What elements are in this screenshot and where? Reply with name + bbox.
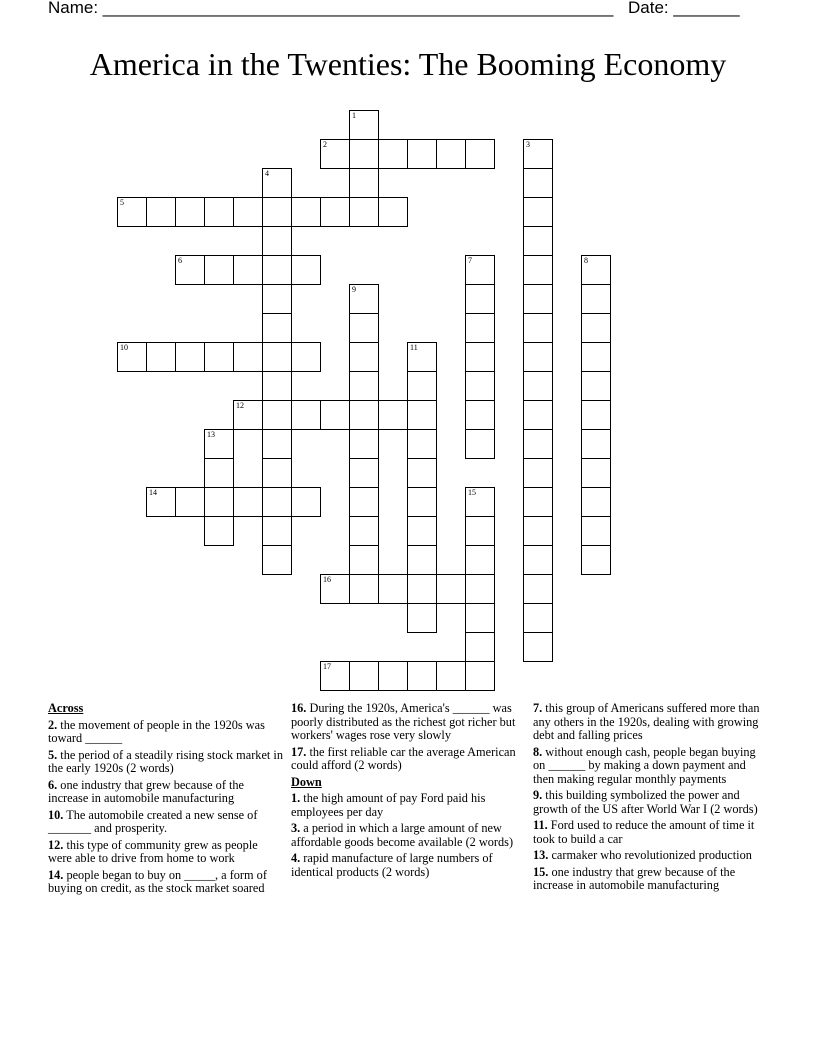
grid-cell[interactable] — [523, 197, 553, 227]
clue-number: 14 — [149, 488, 157, 497]
clue-label: 13. — [533, 848, 549, 862]
grid-cell[interactable] — [320, 197, 350, 227]
clue-text: this type of community grew as people were able to drive from home to work — [48, 837, 258, 865]
grid-cell[interactable] — [291, 255, 321, 285]
grid-cell[interactable] — [262, 487, 292, 517]
grid-cell[interactable] — [523, 313, 553, 343]
clue-item — [533, 866, 768, 893]
grid-cell[interactable] — [233, 400, 263, 430]
clue-label: 6. — [48, 777, 58, 792]
clues-column-2 — [291, 702, 526, 882]
grid-cell[interactable] — [378, 400, 408, 430]
grid-cell[interactable] — [581, 429, 611, 459]
clue-text: the first reliable car the average American could afford (2 words) — [291, 744, 516, 772]
grid-cell[interactable] — [407, 545, 437, 575]
grid-cell[interactable] — [581, 400, 611, 430]
grid-cell[interactable] — [407, 400, 437, 430]
clue-text: rapid manufacture of large numbers of identical products (2 words) — [291, 851, 493, 879]
clue-item — [48, 839, 283, 866]
grid-cell[interactable] — [349, 516, 379, 546]
clue-item — [48, 749, 283, 776]
grid-cell[interactable] — [349, 400, 379, 430]
grid-cell[interactable] — [291, 342, 321, 372]
grid-cell[interactable] — [262, 284, 292, 314]
grid-cell[interactable] — [523, 255, 553, 285]
grid-cell[interactable] — [465, 661, 495, 691]
grid-cell[interactable] — [523, 458, 553, 488]
clue-text: Ford used to reduce the amount of time it took to build a car — [533, 818, 755, 846]
clue-label: 4. — [291, 851, 301, 865]
grid-cell[interactable] — [378, 574, 408, 604]
grid-cell[interactable] — [378, 139, 408, 169]
grid-cell[interactable] — [378, 661, 408, 691]
clue-label: 10. — [48, 807, 64, 822]
grid-cell[interactable] — [175, 487, 205, 517]
grid-cell[interactable] — [465, 545, 495, 575]
grid-cell[interactable] — [291, 487, 321, 517]
grid-cell[interactable] — [581, 516, 611, 546]
clue-text: one industry that grew because of the increase in automobile manufacturing — [533, 864, 736, 892]
grid-cell[interactable] — [262, 371, 292, 401]
grid-cell[interactable] — [523, 400, 553, 430]
clue-number: 3 — [526, 140, 530, 149]
grid-cell[interactable] — [436, 661, 466, 691]
grid-cell[interactable] — [117, 342, 147, 372]
clue-number: 4 — [265, 169, 269, 178]
grid-cell[interactable] — [407, 458, 437, 488]
clue-label: 17. — [291, 744, 307, 759]
grid-cell[interactable] — [523, 632, 553, 662]
clue-item — [291, 792, 526, 819]
grid-cell[interactable] — [349, 110, 379, 140]
grid-cell[interactable] — [465, 603, 495, 633]
clue-item — [291, 852, 526, 879]
clue-text: the movement of people in the 1920s was toward ______ — [48, 717, 265, 745]
grid-cell[interactable] — [407, 516, 437, 546]
clue-label: 8. — [533, 744, 543, 759]
grid-cell[interactable] — [146, 487, 176, 517]
grid-cell[interactable] — [262, 226, 292, 256]
grid-cell[interactable] — [407, 139, 437, 169]
grid-cell[interactable] — [262, 516, 292, 546]
grid-cell[interactable] — [523, 603, 553, 633]
grid-cell[interactable] — [320, 661, 350, 691]
grid-cell[interactable] — [465, 487, 495, 517]
grid-cell[interactable] — [349, 661, 379, 691]
clue-number: 6 — [178, 256, 182, 265]
grid-cell[interactable] — [581, 342, 611, 372]
clue-label: 1. — [291, 791, 301, 805]
grid-cell[interactable] — [436, 139, 466, 169]
grid-cell[interactable] — [465, 400, 495, 430]
clue-text: this building symbolized the power and growth of the US after World War I (2 words) — [533, 788, 758, 816]
grid-cell[interactable] — [204, 458, 234, 488]
grid-cell[interactable] — [523, 284, 553, 314]
grid-cell[interactable] — [581, 284, 611, 314]
grid-cell[interactable] — [407, 371, 437, 401]
grid-cell[interactable] — [204, 342, 234, 372]
grid-cell[interactable] — [262, 255, 292, 285]
grid-cell[interactable] — [204, 197, 234, 227]
clue-label: 5. — [48, 747, 58, 762]
clue-text: the period of a steadily rising stock market in the early 1920s (2 words) — [48, 747, 283, 775]
clue-number: 2 — [323, 140, 327, 149]
clue-item — [533, 819, 768, 846]
clue-number: 10 — [120, 343, 128, 352]
clue-text: the high amount of pay Ford paid his employees per day — [291, 791, 486, 819]
grid-cell[interactable] — [349, 545, 379, 575]
grid-cell[interactable] — [523, 168, 553, 198]
grid-cell[interactable] — [465, 342, 495, 372]
grid-cell[interactable] — [233, 197, 263, 227]
grid-cell[interactable] — [465, 139, 495, 169]
grid-cell[interactable] — [262, 429, 292, 459]
grid-cell[interactable] — [407, 429, 437, 459]
grid-cell[interactable] — [465, 313, 495, 343]
grid-cell[interactable] — [523, 371, 553, 401]
grid-cell[interactable] — [581, 313, 611, 343]
clue-number: 11 — [410, 343, 418, 352]
grid-cell[interactable] — [204, 487, 234, 517]
grid-cell[interactable] — [175, 197, 205, 227]
clue-item — [48, 719, 283, 746]
grid-cell[interactable] — [349, 313, 379, 343]
clues-column-3 — [533, 702, 768, 896]
grid-cell[interactable] — [349, 139, 379, 169]
clue-label: 2. — [48, 717, 58, 732]
clue-item — [48, 779, 283, 806]
grid-cell[interactable] — [175, 255, 205, 285]
clue-item — [533, 849, 768, 863]
grid-cell[interactable] — [465, 255, 495, 285]
clue-label: 12. — [48, 837, 64, 852]
clue-number: 5 — [120, 198, 124, 207]
clue-number: 13 — [207, 430, 215, 439]
grid-cell[interactable] — [349, 574, 379, 604]
grid-cell[interactable] — [262, 400, 292, 430]
grid-cell[interactable] — [349, 197, 379, 227]
clue-text: this group of Americans suffered more than any others in the 1920s, dealing with growing debt and falling prices — [533, 701, 760, 742]
clue-number: 9 — [352, 285, 356, 294]
clue-label: 9. — [533, 788, 543, 802]
clue-number: 7 — [468, 256, 472, 265]
grid-cell[interactable] — [349, 168, 379, 198]
grid-cell[interactable] — [262, 197, 292, 227]
grid-cell[interactable] — [146, 342, 176, 372]
grid-cell[interactable] — [407, 603, 437, 633]
grid-cell[interactable] — [233, 342, 263, 372]
clue-text: one industry that grew because of the increase in automobile manufacturing — [48, 777, 245, 805]
grid-cell[interactable] — [117, 197, 147, 227]
clue-label: 14. — [48, 867, 64, 882]
clue-text: The automobile created a new sense of _______ and prosperity. — [48, 807, 258, 835]
grid-cell[interactable] — [523, 342, 553, 372]
grid-cell[interactable] — [407, 574, 437, 604]
grid-cell[interactable] — [349, 429, 379, 459]
clue-number: 17 — [323, 662, 331, 671]
grid-cell[interactable] — [465, 632, 495, 662]
grid-cell[interactable] — [465, 284, 495, 314]
clue-item — [533, 746, 768, 787]
clues-column-1 — [48, 702, 283, 899]
grid-cell[interactable] — [465, 429, 495, 459]
clue-item — [48, 809, 283, 836]
grid-cell[interactable] — [291, 400, 321, 430]
grid-cell[interactable] — [407, 661, 437, 691]
grid-cell[interactable] — [204, 516, 234, 546]
grid-cell[interactable] — [349, 458, 379, 488]
clue-item — [291, 746, 526, 773]
down-heading: Down — [291, 774, 322, 789]
grid-cell[interactable] — [233, 255, 263, 285]
grid-cell[interactable] — [320, 400, 350, 430]
grid-cell[interactable] — [262, 313, 292, 343]
grid-cell[interactable] — [262, 545, 292, 575]
clue-text: a period in which a large amount of new affordable goods become available (2 words) — [291, 821, 514, 849]
grid-cell[interactable] — [175, 342, 205, 372]
clue-number: 1 — [352, 111, 356, 120]
clue-text: carmaker who revolutionized production — [548, 848, 752, 862]
clue-text: without enough cash, people began buying on ______ by making a down payment and then making regular monthly payments — [533, 744, 756, 786]
grid-cell[interactable] — [523, 516, 553, 546]
clue-text: During the 1920s, America's ______ was poorly distributed as the richest got richer but workers' wages rose very slowly — [291, 701, 516, 742]
clue-item — [533, 702, 768, 743]
grid-cell[interactable] — [581, 255, 611, 285]
grid-cell[interactable] — [349, 487, 379, 517]
clue-item — [291, 702, 526, 743]
grid-cell[interactable] — [378, 197, 408, 227]
grid-cell[interactable] — [523, 574, 553, 604]
grid-cell[interactable] — [407, 342, 437, 372]
clue-label: 11. — [533, 818, 548, 832]
grid-cell[interactable] — [262, 458, 292, 488]
grid-cell[interactable] — [523, 139, 553, 169]
clue-label: 3. — [291, 821, 301, 835]
grid-cell[interactable] — [436, 574, 466, 604]
grid-cell[interactable] — [581, 371, 611, 401]
grid-cell[interactable] — [465, 516, 495, 546]
grid-cell[interactable] — [465, 371, 495, 401]
grid-cell[interactable] — [523, 226, 553, 256]
clue-item — [48, 869, 283, 896]
grid-cell[interactable] — [320, 139, 350, 169]
grid-cell[interactable] — [204, 429, 234, 459]
grid-cell[interactable] — [523, 487, 553, 517]
grid-cell[interactable] — [581, 458, 611, 488]
grid-cell[interactable] — [146, 197, 176, 227]
grid-cell[interactable] — [349, 371, 379, 401]
name-line: Name: ______________________________________________________ — [48, 0, 614, 17]
clue-item — [533, 789, 768, 816]
clue-number: 8 — [584, 256, 588, 265]
grid-cell[interactable] — [523, 429, 553, 459]
grid-cell[interactable] — [262, 168, 292, 198]
clue-label: 15. — [533, 864, 549, 879]
grid-cell[interactable] — [349, 342, 379, 372]
clue-label: 7. — [533, 701, 543, 715]
grid-cell[interactable] — [523, 545, 553, 575]
date-line: Date: _______ — [628, 0, 740, 17]
grid-cell[interactable] — [581, 487, 611, 517]
grid-cell[interactable] — [407, 487, 437, 517]
page-title: America in the Twenties: The Booming Economy — [89, 46, 727, 82]
grid-cell[interactable] — [581, 545, 611, 575]
grid-cell[interactable] — [465, 574, 495, 604]
grid-cell[interactable] — [349, 284, 379, 314]
clue-number: 16 — [323, 575, 331, 584]
clue-number: 15 — [468, 488, 476, 497]
grid-cell[interactable] — [204, 255, 234, 285]
clue-label: 16. — [291, 701, 307, 715]
grid-cell[interactable] — [291, 197, 321, 227]
across-heading: Across — [48, 701, 84, 715]
grid-cell[interactable] — [262, 342, 292, 372]
clue-item — [291, 822, 526, 849]
grid-cell[interactable] — [233, 487, 263, 517]
grid-cell[interactable] — [320, 574, 350, 604]
clue-text: people began to buy on _____, a form of buying on credit, as the stock market soared — [48, 867, 267, 895]
clue-number: 12 — [236, 401, 244, 410]
